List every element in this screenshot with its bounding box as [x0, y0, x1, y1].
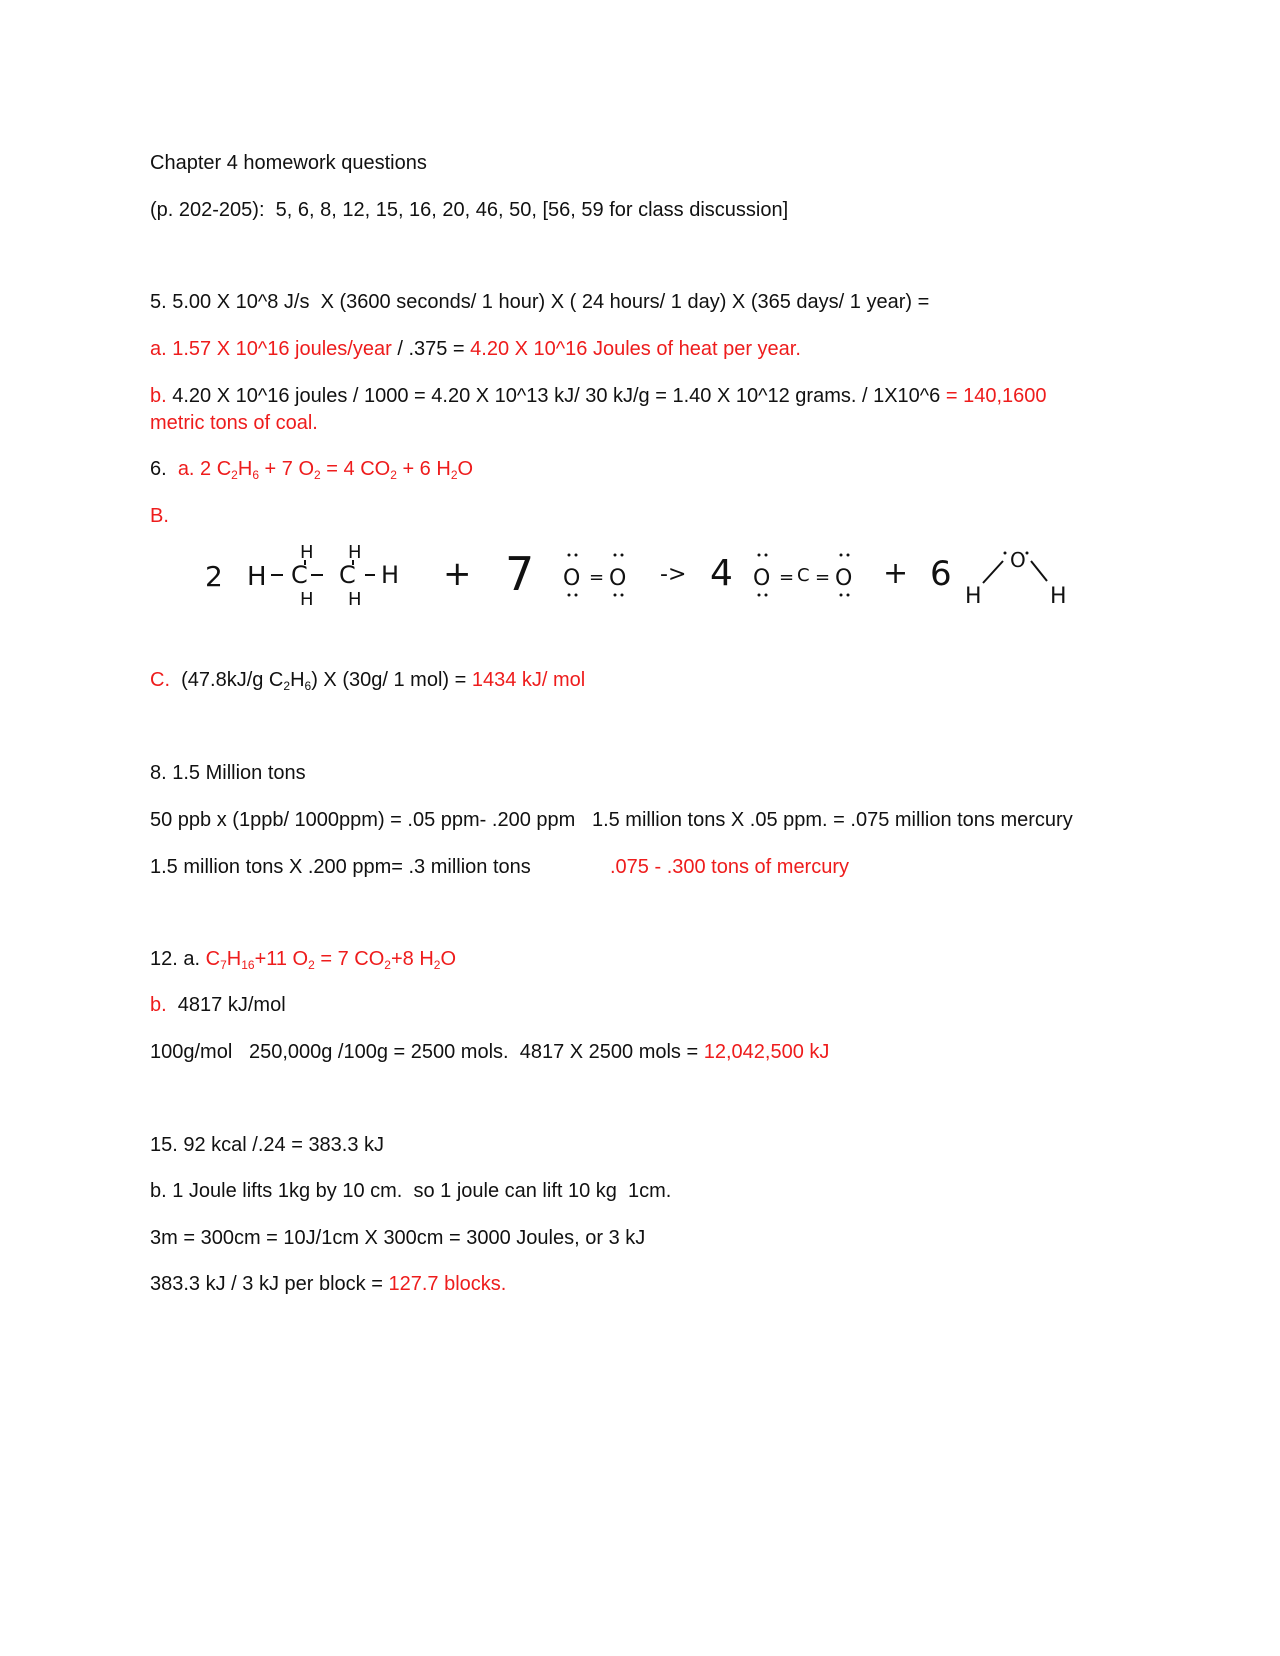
svg-text:O: O	[609, 566, 627, 591]
svg-text:H: H	[247, 562, 267, 592]
svg-text:=: =	[815, 567, 831, 588]
svg-text:H: H	[300, 589, 314, 610]
svg-text:+: +	[883, 556, 909, 591]
svg-text:O: O	[563, 566, 581, 591]
q8-calc-line-2: 1.5 million tons X .200 ppm= .3 million tons	[150, 856, 531, 878]
q6-part-b-label: B.	[150, 505, 169, 527]
q12-calc: 100g/mol 250,000g /100g = 2500 mols. 4817 X 2500 mols = 12,042,500 kJ	[150, 1041, 830, 1063]
lewis-structure-drawing	[205, 545, 1125, 625]
svg-text:C: C	[339, 561, 356, 589]
coefficient-2: 2	[205, 560, 223, 593]
svg-text:6: 6	[930, 554, 952, 594]
q6-part-a: 6. a. 2 $C_2H_6 + 7$ $O_2 = 4$ $CO_2 + 6$ $H_2O$	[150, 458, 474, 482]
svg-text:=: =	[589, 567, 605, 588]
q5-setup: 5. 5.00 X 10^8 J/s X (3600 seconds/ 1 hour) X ( 24 hours/ 1 day) X (365 days/ 1 year) =	[150, 291, 930, 313]
q15-line-4: 383.3 kJ / 3 kJ per block = 127.7 blocks.	[150, 1273, 507, 1295]
q8-calc-line: 50 ppb x (1ppb/ 1000ppm) = .05 ppm- .200 ppm 1.5 million tons X .05 ppm. = .075 million tons mercury	[150, 809, 1073, 831]
q8-heading: 8. 1.5 Million tons	[150, 762, 306, 784]
q12-part-b: b. 4817 kJ/mol	[150, 994, 286, 1016]
q5-part-b-continued: metric tons of coal.	[150, 412, 318, 434]
svg-text:O: O	[753, 566, 771, 591]
q12-part-a: 12. a. $C_7H_{16}+11$ $O_2 = 7$ $CO_2+8$ $H_2O$	[150, 948, 457, 972]
q5-part-a: a. 1.57 X 10^16 joules/year / .375 = 4.20 X 10^16 Joules of heat per year.	[150, 338, 801, 360]
svg-text:O: O	[835, 566, 853, 591]
svg-text:H: H	[381, 561, 400, 589]
q8-answer: .075 - .300 tons of mercury	[610, 856, 850, 878]
q15-line-3: 3m = 300cm = 10J/1cm X 300cm = 3000 Joules, or 3 kJ	[150, 1227, 646, 1249]
svg-text:=: =	[779, 567, 795, 588]
svg-text:->: ->	[660, 562, 687, 587]
svg-text:H: H	[1050, 584, 1067, 609]
svg-text:O: O	[1010, 548, 1026, 572]
q15-line-2: b. 1 Joule lifts 1kg by 10 cm. so 1 joule can lift 10 kg 1cm.	[150, 1180, 672, 1202]
svg-text:+: +	[443, 554, 472, 594]
svg-text:H: H	[348, 589, 362, 610]
q6-part-c: C. (47.8kJ/g $C_2H_6$) X (30g/ 1 mol) = 1434 kJ/ mol	[150, 669, 586, 693]
page-title: Chapter 4 homework questions	[150, 152, 427, 174]
svg-text:H: H	[300, 545, 314, 563]
svg-text:7: 7	[505, 547, 535, 601]
q15-line-1: 15. 92 kcal /.24 = 383.3 kJ	[150, 1134, 385, 1156]
svg-text:H: H	[965, 584, 982, 609]
svg-text:C: C	[797, 565, 810, 586]
svg-text:H: H	[348, 545, 362, 563]
svg-text:4: 4	[710, 553, 733, 594]
q5-part-b: b. 4.20 X 10^16 joules / 1000 = 4.20 X 10^13 kJ/ 30 kJ/g = 1.40 X 10^12 grams. / 1X10^6 = 140,1600	[150, 385, 1047, 407]
assignment-list: (p. 202-205): 5, 6, 8, 12, 15, 16, 20, 46, 50, [56, 59 for class discussion]	[150, 199, 789, 221]
svg-text:C: C	[291, 561, 308, 589]
